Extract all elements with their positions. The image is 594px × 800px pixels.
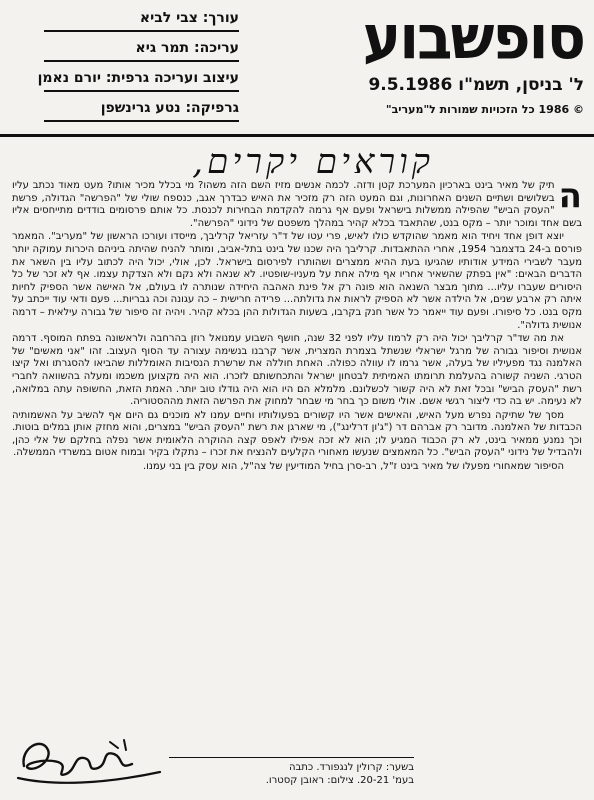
header-divider xyxy=(0,134,594,137)
cover-credit-line: בשער: קרולין לנגפורד. כתבה xyxy=(288,762,414,773)
credit-graphics: גרפיקה: נטע גרינשפן xyxy=(44,98,239,122)
article-paragraph: יוצא דופן אחד ויחיד הוא מאמר שהוקדש כולו לאיש, פרי עטו של ד"ר עזריאל קרליבך, מייסדו ועורכו הראשון של "מעריב". המאמר פורסם ב-24 בדצמבר 1954, אחרי ההתאבדות. קרליבך היה שכנו של בינט בתל-אביב, ומותר להניח שהיתה ביניהם היכרות עמוקה יותר מעבר לשבירי המידע אודותיו שהגיעו בעת ההיא ממצרים ושהותרו לפירסום בישראל. לכן, אולי, יכול היה לכתוב עליו בין השאר את הדברים הבאים: "אין בפתק שהשאיר אחריו אף מילה אחת על מעניו-שופטיו. לא שנאה ולא נקם ולא הצדקת עצמו. אף לא זכר של כל היסורים שעברו עליו... מתוך מבצר השנאה הוא פונה רק אל פינת האהבה היחידה שנותרה לו בעולם, אל האישה אשר הספיק לחיות איתה רק ארבע שנים, אל הילדה אשר לא הספיק לראות את גדולתה... פרידה חרישית – כה עגונה וכה גבריות... פעם ודאי עוד ייכתב על מקס בנט. כל סיפורו. ופעם עוד ייאמר כל אשר חנק בקרבו, בשעות הגדולות ההן בכלא קהיר. ויהיה זה סיפור של גבורה עילאית – דרמה אנושית גדולה". xyxy=(12,231,582,331)
article-paragraph: את מה שד"ר קרליבך יכול היה רק לרמוז עליו לפני 32 שנה, חושף השבוע עמנואל רוזן בהרחבה ולראשונה בפתח המוסף. דרמה אנושית וסיפור גבורה של מרגל ישראלי שנשתל בצמרת המצרית, אשר קרבנו בנשימה עצורה עד הסוף העצוב. זהו "אני מאשים" של האלמנה נגד מפעיליו של בעלה, אשר גרמו לו עוולה כפולה. האחת חוללה את שרשרת הנסיבות האומללות שהביאו להסגרתו ואל קיצו הטרגי. השניה קשורה בהעלמת תרומתו האמיתית לבטחון ישראל והתכחשותם לזכרו. הוא היה מקצוען משכמו ומעלה בהשוואה לחברי רשת "העסק הביש" ובכל זאת לא היה קשור לכשלונם. מלמלא הם היו הוא היה גודלו טוב יותר. האמת הזאת, החשופה עתה במלואה, לא נעימה. יש בה כדי ליצור רגשי אשם. אולי משום כך בחר מי שבחר למחוק את הפרשה הזאת מההסטוריה. xyxy=(12,333,582,408)
staff-credits xyxy=(37,8,239,128)
greeting-handwritten: קוראים יקרים, xyxy=(192,142,434,182)
footer-divider xyxy=(169,757,414,758)
copyright-notice: © 1986 כל הזכויות שמורות ל"מעריב" xyxy=(385,103,584,116)
editor-signature xyxy=(14,728,164,788)
article-body xyxy=(12,176,582,475)
masthead-header xyxy=(0,0,594,132)
credit-design: עיצוב ועריכה גרפית: יורם נאמן xyxy=(44,68,239,92)
cover-credits xyxy=(169,761,414,787)
credit-editing: עריכה: תמר גיא xyxy=(44,38,239,62)
paragraph-text: תיק של מאיר בינט בארכיון המערכת קטן ודזה. לכמה אנשים מזיז השם הזה משהו? מי בכלל מכיר אותו? מעט מאוד נכתב עליו בשלושים ושתיים השנים האחרונות, וגם המעט הזה רק מזכיר את האיש כבדרך אגב, כנספח שולי של "הפרשה" הגדולה, פרשת "העסק הביש" שהפילה ממשלות בישראל ופעם אף גרמה להקדמת הבחירות לכנסת. כל אותם פרסומים בודדים מתייחסים אליו בשם אחד ומוכר יותר – מקס בנט, שהתאבד בכלא קהיר במהלך משפטם של נידוני "הפרשה". xyxy=(12,180,582,229)
dateline: ל' בניסן, תשמ"ו 9.5.1986 xyxy=(368,75,584,95)
article-paragraph: מסך של שתיקה נפרש מעל האיש, והאישים אשר היו קשורים בפעולותיו וחיים עמנו לא מוכנים גם היום אף להשיב על האשמותיה הכבדות של האלמנה. מדובר רק אברהם דר ("ג'ון דרלינג"), מי שארגן את רשת "העסק הביש" במצרים, והוא מחזק אותן במלים בוטות. וכך נמנע ממאיר בינט, לא רק הכבוד המגיע לו; הוא לא זכה אפילו לאפס קצה ההוקרה הלאומית אשר נפלה בחלקם של אלי כהן, ולהבדיל של נידוני "העסק הביש". כל המאמצים שנעשו מאחורי הקלעים להנציח את זכרו – נתקלו בקיר ובמוח אטום במשרדי הממשלה. xyxy=(12,409,582,459)
masthead xyxy=(284,1,584,118)
article-paragraph: הסיפור שמאחורי מפעלו של מאיר בינט ז"ל, רב-סרן בחיל המודיעין של צה"ל, הוא עסק בין בני עמנו. xyxy=(143,461,564,473)
credit-editor: עורך: צבי לביא xyxy=(44,8,239,32)
cover-credit-line: בעמ' 20-21. צילום: ראובן קסטרו. xyxy=(265,775,414,786)
drop-cap: ה xyxy=(558,176,582,216)
logo: סופשבוע xyxy=(362,1,584,74)
article-paragraph xyxy=(12,176,582,230)
